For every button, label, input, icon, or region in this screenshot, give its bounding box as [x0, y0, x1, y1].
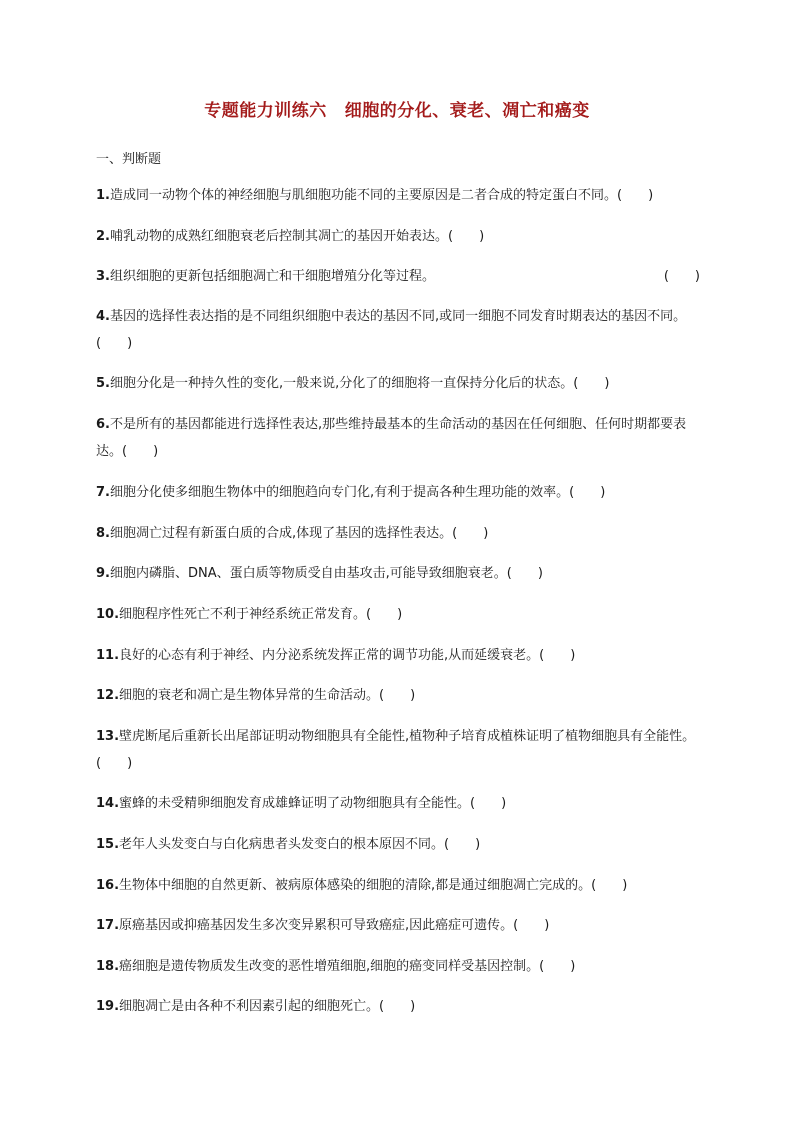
question-number: 1.	[96, 188, 110, 203]
answer-parentheses: ( )	[470, 796, 507, 811]
answer-parentheses: ( )	[444, 837, 481, 852]
question-number: 6.	[96, 417, 110, 432]
question-text: 细胞分化使多细胞生物体中的细胞趋向专门化,有利于提高各种生理功能的效率。	[109, 485, 570, 500]
answer-parentheses: ( )	[513, 918, 550, 933]
question-text: 细胞分化是一种持久性的变化,一般来说,分化了的细胞将一直保持分化后的状态。	[109, 376, 574, 391]
question-text: 壁虎断尾后重新长出尾部证明动物细胞具有全能性,植物种子培育成植株证明了植物细胞具有全能性。	[119, 729, 696, 744]
answer-parentheses: ( )	[96, 756, 133, 771]
question-item	[96, 601, 708, 628]
question-item	[96, 912, 708, 939]
question-text: 细胞的衰老和凋亡是生物体异常的生命活动。	[119, 688, 380, 703]
question-number: 14.	[96, 796, 120, 811]
question-text: 原癌基因或抑癌基因发生多次变异累积可导致癌症,因此癌症可遗传。	[119, 918, 514, 933]
question-number: 12.	[96, 688, 120, 703]
question-item	[96, 182, 708, 209]
question-item	[96, 303, 708, 357]
title-part-1: 专题能力训练六	[204, 101, 327, 121]
question-text: 造成同一动物个体的神经细胞与肌细胞功能不同的主要原因是二者合成的特定蛋白不同。	[109, 188, 617, 203]
question-number: 8.	[96, 526, 110, 541]
question-number: 19.	[96, 999, 120, 1014]
question-text: 生物体中细胞的自然更新、被病原体感染的细胞的清除,都是通过细胞凋亡完成的。	[119, 878, 592, 893]
question-number: 7.	[96, 485, 110, 500]
answer-parentheses: ( )	[448, 229, 485, 244]
question-item	[96, 520, 708, 547]
question-text: 哺乳动物的成熟红细胞衰老后控制其凋亡的基因开始表达。	[109, 229, 448, 244]
question-text: 细胞程序性死亡不利于神经系统正常发育。	[119, 607, 367, 622]
question-number: 3.	[96, 269, 110, 284]
question-number: 11.	[96, 648, 120, 663]
answer-parentheses: ( )	[569, 485, 606, 500]
question-number: 13.	[96, 729, 120, 744]
answer-parentheses: ( )	[663, 269, 700, 284]
question-number: 16.	[96, 878, 120, 893]
answer-parentheses: ( )	[122, 444, 159, 459]
question-item	[96, 560, 708, 587]
question-number: 5.	[96, 376, 110, 391]
question-text: 老年人头发变白与白化病患者头发变白的根本原因不同。	[119, 837, 445, 852]
answer-parentheses: ( )	[96, 336, 133, 351]
question-number: 18.	[96, 959, 120, 974]
question-number: 10.	[96, 607, 120, 622]
page-title	[0, 96, 794, 121]
answer-parentheses: ( )	[506, 566, 543, 581]
question-number: 15.	[96, 837, 120, 852]
question-text: 细胞凋亡是由各种不利因素引起的细胞死亡。	[119, 999, 380, 1014]
answer-parentheses: ( )	[617, 188, 654, 203]
question-item	[96, 953, 708, 980]
answer-parentheses: ( )	[452, 526, 489, 541]
question-item	[96, 411, 708, 465]
question-item	[96, 479, 708, 506]
question-number: 2.	[96, 229, 110, 244]
question-text: 组织细胞的更新包括细胞凋亡和干细胞增殖分化等过程。	[109, 269, 435, 284]
question-item	[96, 831, 708, 858]
question-text: 不是所有的基因都能进行选择性表达,那些维持最基本的生命活动的基因在任何细胞、任何时期都要表达。	[96, 417, 687, 459]
question-item	[96, 723, 708, 777]
answer-parentheses: ( )	[591, 878, 628, 893]
section-heading: 一、判断题	[96, 152, 162, 167]
question-item	[96, 872, 708, 899]
question-item	[96, 993, 708, 1020]
question-item	[96, 223, 708, 250]
answer-parentheses: ( )	[379, 688, 416, 703]
question-text: 细胞内磷脂、DNA、蛋白质等物质受自由基攻击,可能导致细胞衰老。	[109, 566, 507, 581]
question-item	[96, 682, 708, 709]
question-item	[96, 642, 708, 669]
question-text: 癌细胞是遗传物质发生改变的恶性增殖细胞,细胞的癌变同样受基因控制。	[119, 959, 540, 974]
question-item	[96, 263, 708, 290]
question-number: 9.	[96, 566, 110, 581]
answer-parentheses: ( )	[379, 999, 416, 1014]
question-text: 基因的选择性表达指的是不同组织细胞中表达的基因不同,或同一细胞不同发育时期表达的基因不同。	[109, 309, 687, 324]
answer-parentheses: ( )	[573, 376, 610, 391]
question-text: 蜜蜂的未受精卵细胞发育成雄蜂证明了动物细胞具有全能性。	[119, 796, 471, 811]
question-number: 4.	[96, 309, 110, 324]
answer-parentheses: ( )	[539, 959, 576, 974]
question-text: 细胞凋亡过程有新蛋白质的合成,体现了基因的选择性表达。	[109, 526, 453, 541]
title-part-2: 细胞的分化、衰老、凋亡和癌变	[344, 101, 590, 121]
question-number: 17.	[96, 918, 120, 933]
answer-parentheses: ( )	[539, 648, 576, 663]
question-item	[96, 790, 708, 817]
question-item	[96, 370, 708, 397]
question-text: 良好的心态有利于神经、内分泌系统发挥正常的调节功能,从而延缓衰老。	[119, 648, 540, 663]
answer-parentheses: ( )	[366, 607, 403, 622]
